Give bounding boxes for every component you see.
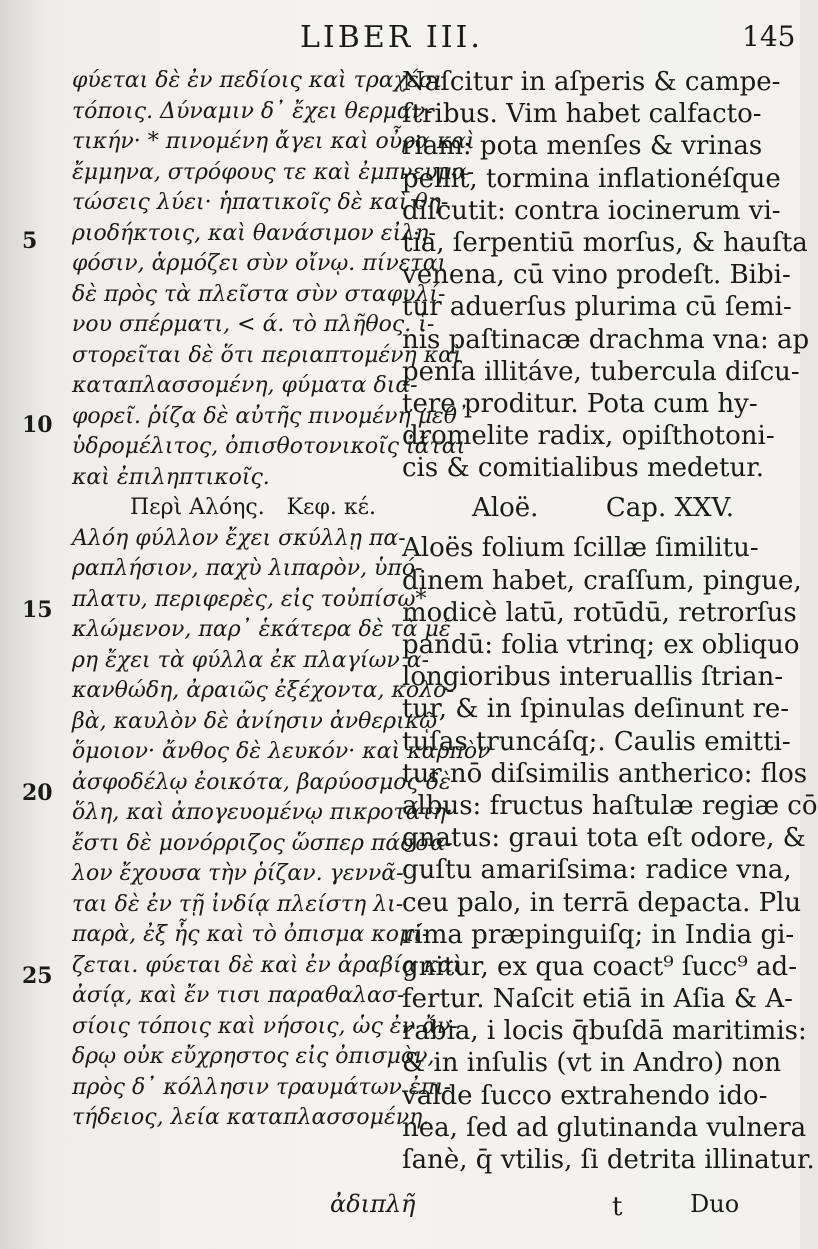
greek-line: ὅλη, καὶ ἀπογευομένῳ πικροτάτη· (72, 800, 453, 825)
greek-line: πρὸς δ᾽ κόλλησιν τραυμάτων ἐπι- (72, 1074, 452, 1100)
greek-line: ζεται. φύεται δὲ καὶ ἐν ἀραβίᾳ καὶ (72, 952, 462, 978)
latin-chapter-number: Cap. XXV. (605, 493, 734, 524)
greek-line: πλατυ, περιφερὲς, εἰς τοὐπίσω* (72, 586, 427, 612)
greek-line: τικήν· * πινομένη ἄγει καὶ οὖρα καὶ (72, 129, 475, 154)
latin-line: fertur. Naſcit etiā in Aſia & A- (402, 984, 793, 1015)
margin-line-number: 10 (22, 412, 53, 438)
latin-line: nea, ſed ad glutinanda vulnera (402, 1112, 807, 1143)
greek-line: κλώμενον, παρ᾽ ἑκάτερα δὲ τὰ μέ (72, 617, 451, 642)
greek-line: ρη ἔχει τὰ φύλλα ἐκ πλαγίων ἀ- (72, 647, 430, 673)
greek-line: ὅμοιον· ἄνθος δὲ λευκόν· καὶ καρπὸν (72, 739, 491, 764)
greek-line: τόποις. Δύναμιν δ᾽ ἔχει θερμαν- (72, 98, 433, 124)
greek-line: φορεῖ. ῥίζα δὲ αὐτῆς πινομένη μεθ᾽ (72, 403, 468, 429)
greek-line: ὑδρομέλιτος, ὀπισθοτονικοῖς ἰᾶται (72, 434, 466, 459)
latin-line: ſtribus. Vim habet calfacto- (402, 99, 762, 130)
latin-line: ſanè, q̄ vtilis, ſi detrita illinatur. (402, 1145, 815, 1175)
latin-line: riam: pota menſes & vrinas (402, 131, 763, 162)
latin-line: ceu palo, in terrā depacta. Plu (402, 887, 802, 918)
margin-line-number: 5 (22, 228, 38, 254)
greek-line: ται δὲ ἐν τῇ ἰνδίᾳ πλείστη λι- (72, 891, 404, 917)
latin-line: pellit, tormina inflationéſque (402, 163, 781, 194)
greek-line: παρὰ, ἐξ ἧς καὶ τὸ ὀπισμα κομί- (72, 922, 430, 947)
greek-line: φόσιν, ἁρμόζει σὺν οἴνῳ. πίνεται (72, 251, 447, 276)
greek-line: φύεται δὲ ἐν πεδίοις καὶ τραχέσι (72, 68, 443, 93)
latin-line: gnitur, ex qua coact⁹ ſucc⁹ ad- (402, 951, 797, 982)
greek-line: καὶ ἐπιληπτικοῖς. (72, 464, 270, 490)
greek-line: τήδειος, λεία καταπλασσομένη. (72, 1105, 430, 1130)
greek-line: ἀσφοδέλῳ ἐοικότα, βαρύοσμος δὲ (72, 769, 451, 795)
greek-line: ἔμμηνα, στρόφους τε καὶ ἐμπνευμα- (72, 159, 475, 185)
greek-line: Αλόη φύλλον ἔχει σκύλλῃ πα- (72, 525, 406, 551)
page-header (0, 14, 800, 64)
latin-line: valde ſucco extrahendo ido- (402, 1080, 768, 1111)
latin-text-column (402, 66, 818, 1236)
latin-line: tia, ſerpentiū morſus, & hauſta (402, 227, 808, 258)
margin-line-number: 25 (22, 963, 53, 989)
latin-catchword: Duo (690, 1190, 740, 1218)
greek-line: κανθώδη, ἀραιῶς ἐξέχοντα, κολο- (72, 678, 454, 703)
latin-line: tere proditur. Pota cum hy- (402, 388, 758, 419)
greek-chapter-title: Περὶ Αλόης. (130, 495, 265, 520)
running-head: LIBER III. (300, 20, 483, 55)
latin-chapter-title: Aloë. (472, 493, 539, 524)
greek-chapter-number: Κεφ. κέ. (286, 495, 376, 520)
latin-line: diſcutit: contra iocinerum vi- (402, 195, 781, 226)
signature-mark: t (612, 1192, 623, 1222)
greek-line: λον ἔχουσα τὴν ῥίζαν. γεννᾶ- (72, 861, 404, 886)
greek-line: στορεῖται δὲ ὅτι περιαπτομένη καὶ (72, 342, 462, 368)
greek-line: ἀσίᾳ, καὶ ἔν τισι παραθαλασ- (72, 983, 405, 1008)
margin-line-number: 20 (22, 780, 53, 806)
latin-line: rima præpinguiſq; in India gi- (402, 919, 795, 950)
latin-line: tur, & in ſpinulas deſinunt re- (402, 694, 790, 725)
latin-line: dinem habet, craſſum, pingue, (402, 565, 802, 596)
page-number: 145 (742, 20, 796, 53)
latin-line: nis paſtinacæ drachma vna: ap (402, 324, 810, 355)
latin-line: modicè latū, rotūdū, retrorſus (402, 597, 797, 628)
greek-line: νου σπέρματι, < ά. τὸ πλῆθος. ἱ- (72, 312, 435, 337)
greek-line: βὰ, καυλὸν δὲ ἀνίησιν ἀνθερικῷ (72, 708, 438, 734)
greek-line: δρῳ οὐκ εὔχρηστος εἰς ὀπισμὸν, (72, 1044, 435, 1069)
latin-line: tuſas truncáſq;. Caulis emitti- (402, 726, 791, 757)
greek-line: σίοις τόποις καὶ νήσοις, ὡς ἐν ἄν- (72, 1013, 458, 1039)
latin-line: Naſcitur in aſperis & campe- (402, 67, 781, 97)
latin-line: venena, cū vino prodeſt. Bibi- (402, 260, 791, 291)
greek-line: ραπλήσιον, παχὺ λιπαρὸν, ὑπό- (72, 556, 423, 581)
greek-line: ριοδήκτοις, καὶ θανάσιμον εἰλη- (72, 220, 436, 246)
latin-line: tur nō diſsimilis antherico: flos (402, 758, 808, 789)
latin-line: longioribus interuallis ſtrian- (402, 662, 784, 693)
latin-line: dromelite radix, opiſthotoni- (402, 421, 775, 452)
latin-line: guſtu amariſsima: radice vna, (402, 855, 792, 886)
latin-line: pandū: folia vtrinq; ex obliquo (402, 630, 800, 660)
margin-line-number: 15 (22, 597, 53, 623)
latin-line: gnatus: graui tota eſt odore, & (402, 823, 806, 854)
latin-chapter-heading (402, 484, 762, 532)
latin-line: cis & comitialibus medetur. (402, 453, 765, 484)
latin-line: & in inſulis (vt in Andro) non (402, 1048, 782, 1079)
greek-text-column (72, 66, 491, 1236)
greek-line: δὲ πρὸς τὰ πλεῖστα σὺν σταφυλί- (72, 281, 446, 307)
latin-line: Aloës folium ſcillæ ſimilitu- (402, 533, 759, 564)
latin-line: tur aduerſus plurima cū ſemi- (402, 292, 792, 323)
greek-chapter-heading (72, 493, 392, 524)
latin-line: rabia, i locis q̄buſdā maritimis: (402, 1016, 807, 1047)
greek-line: καταπλασσομένη, φύματα δια- (72, 373, 418, 398)
greek-line: ἔστι δὲ μονόρριζος ὥσπερ πάσσα- (72, 830, 453, 856)
greek-line: τώσεις λύει· ἡπατικοῖς δὲ καὶ θη- (72, 190, 449, 215)
latin-line: penſa illitáve, tubercula diſcu- (402, 356, 800, 387)
latin-line: albus: fructus haſtulæ regiæ cō (402, 790, 818, 821)
greek-catchword: ἀδιπλῆ (330, 1190, 416, 1218)
